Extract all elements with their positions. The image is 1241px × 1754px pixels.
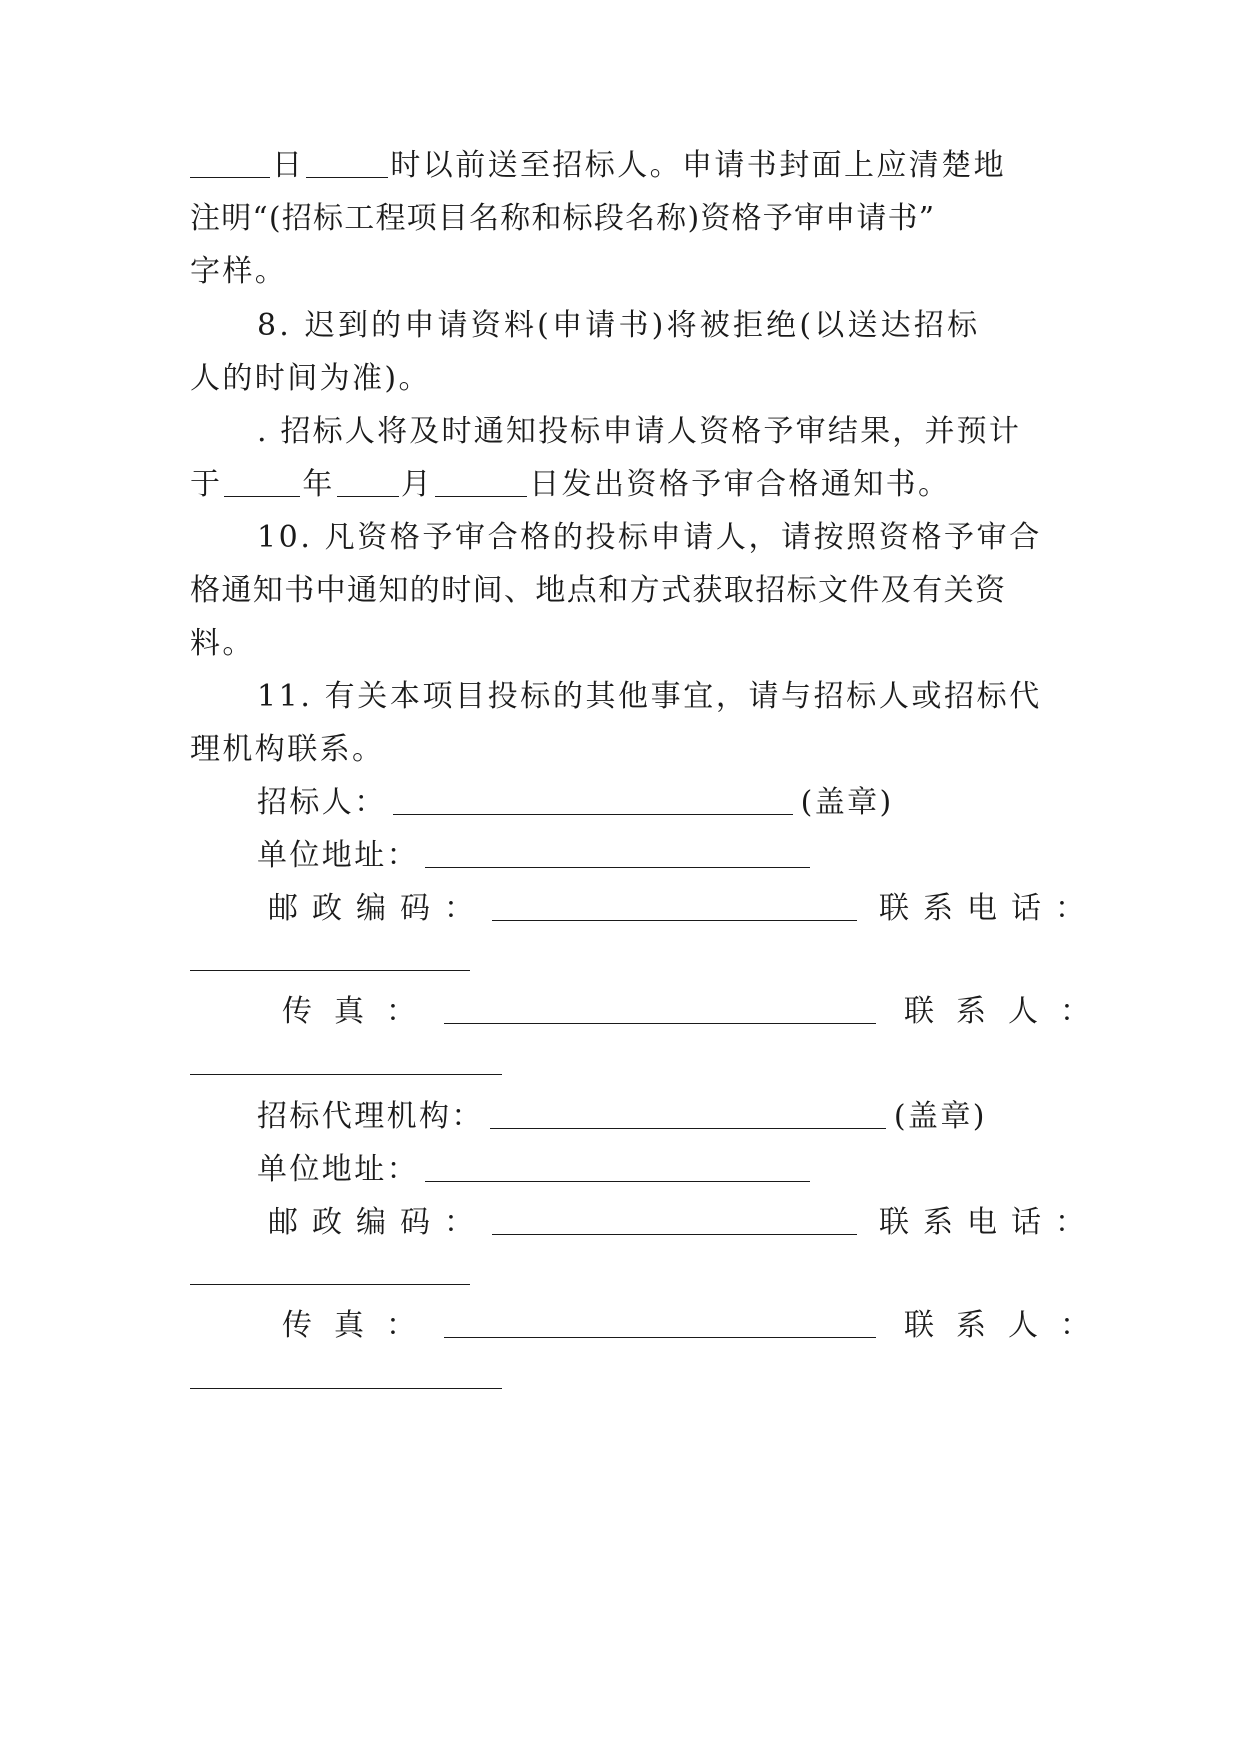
paragraph-9-line-2 [190, 465, 1050, 505]
paragraph-9-line-1 [257, 412, 1050, 452]
tenderer-fax-field[interactable] [444, 992, 876, 1024]
tenderer-name-row [257, 783, 1117, 823]
paragraph-8-line-2 [190, 359, 1050, 399]
agency-postcode-field[interactable] [492, 1203, 857, 1235]
agency-address-row [257, 1150, 1117, 1190]
agency-fax-field[interactable] [444, 1306, 876, 1338]
p9-year-text: 年 [302, 467, 335, 502]
agency-address-label: 单位地址： [257, 1152, 419, 1187]
p9-yu-text: 于 [190, 467, 223, 502]
paragraph-10-line-3 [190, 624, 1050, 664]
p9-month-text: 月 [400, 467, 434, 502]
agency-name-label: 招标代理机构： [257, 1099, 484, 1134]
tenderer-seal-text: (盖章) [800, 785, 894, 820]
p8-line1-text: 8. 迟到的申请资料(申请书)将被拒绝(以送达招标 [257, 308, 981, 343]
p11-line1-text: 11. 有关本项目投标的其他事宜，请与招标人或招标代 [257, 679, 1042, 714]
p11-line2-text: 理机构联系。 [190, 732, 385, 767]
year-blank [224, 465, 300, 497]
agency-postcode-row [268, 1203, 1099, 1243]
agency-contact-label: 联系人： [904, 1308, 1112, 1343]
agency-fax-row [282, 1306, 1112, 1346]
agency-fax-label: 传真： [282, 1308, 438, 1343]
date-blank [435, 465, 527, 497]
month-blank [337, 465, 399, 497]
p9-line1-text: . 招标人将及时通知投标申请人资格予审结果，并预计 [257, 414, 1022, 449]
paragraph-11-line-1 [257, 677, 1050, 717]
p10-line3-text: 料。 [190, 626, 255, 661]
agency-phone-field[interactable] [190, 1284, 470, 1285]
agency-name-row [257, 1097, 1117, 1137]
agency-name-field[interactable] [490, 1097, 886, 1129]
tenderer-address-label: 单位地址： [257, 838, 419, 873]
tenderer-address-field[interactable] [425, 836, 810, 868]
p7-line1-text: 时以前送至招标人。申请书封面上应清楚地 [390, 148, 1007, 183]
tenderer-phone-field[interactable] [190, 970, 470, 971]
agency-phone-label: 联系电话： [879, 1205, 1099, 1240]
paragraph-7-line-2 [190, 199, 1050, 239]
tenderer-name-label: 招标人： [257, 785, 387, 820]
hour-blank [306, 146, 388, 178]
tenderer-address-row [257, 836, 1117, 876]
paragraph-10-line-2 [190, 571, 1050, 611]
agency-postcode-label: 邮政编码： [268, 1205, 488, 1240]
agency-contact-field[interactable] [190, 1388, 502, 1389]
p10-line2-text: 格通知书中通知的时间、地点和方式获取招标文件及有关资 [190, 573, 1007, 608]
tenderer-postcode-row [268, 889, 1099, 929]
tenderer-contact-label: 联系人： [904, 994, 1112, 1029]
tenderer-postcode-label: 邮政编码： [268, 891, 488, 926]
paragraph-11-line-2 [190, 730, 1050, 770]
tenderer-postcode-field[interactable] [492, 889, 857, 921]
p7-line3-text: 字样。 [190, 254, 288, 289]
paragraph-7-line-1 [190, 146, 1050, 186]
p7-line2-text: 注明“(招标工程项目名称和标段名称)资格予审申请书” [190, 201, 936, 236]
tenderer-fax-label: 传真： [282, 994, 438, 1029]
day-blank [190, 146, 270, 178]
tenderer-phone-label: 联系电话： [879, 891, 1099, 926]
p10-line1-text: 10. 凡资格予审合格的投标申请人，请按照资格予审合 [257, 520, 1042, 555]
tenderer-contact-field[interactable] [190, 1074, 502, 1075]
p8-line2-text: 人的时间为准)。 [190, 361, 431, 396]
agency-seal-text: (盖章) [893, 1099, 987, 1134]
tenderer-fax-row [282, 992, 1112, 1032]
tenderer-name-field[interactable] [393, 783, 793, 815]
paragraph-8-line-1 [257, 306, 1050, 346]
agency-address-field[interactable] [425, 1150, 810, 1182]
paragraph-10-line-1 [257, 518, 1050, 558]
paragraph-7-line-3 [190, 252, 1050, 292]
p7-day-text: 日 [272, 148, 305, 183]
p9-line2-text: 日发出资格予审合格通知书。 [529, 467, 951, 502]
